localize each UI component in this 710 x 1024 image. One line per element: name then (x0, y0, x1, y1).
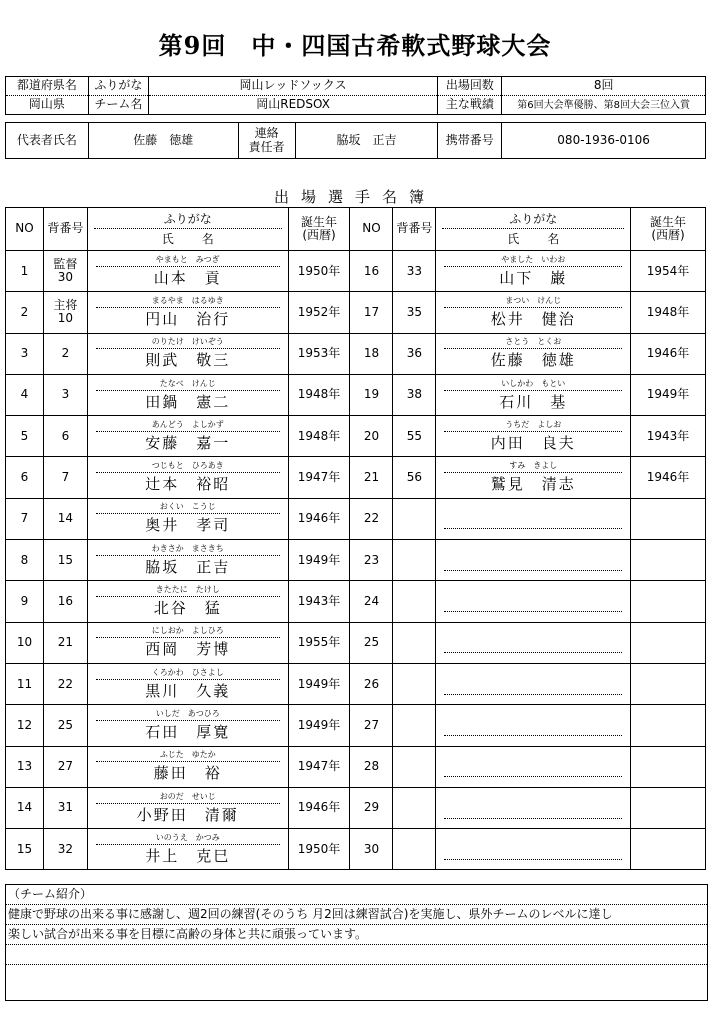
player-blank-line (444, 715, 622, 736)
player-uniform-cell (393, 292, 436, 333)
roster-row (6, 829, 706, 870)
player-no: 16 (350, 251, 393, 292)
player-uniform-cell (43, 787, 87, 828)
team-info-table (5, 76, 706, 115)
intro-line-2: 楽しい試合が出来る事を目標に高齢の身体と共に頑張っています。 (6, 925, 707, 945)
player-uniform: 36 (406, 346, 423, 361)
player-uniform: 31 (57, 800, 74, 815)
header-birth-line2: (西暦) (651, 228, 685, 242)
player-name-cell (87, 787, 288, 828)
roster-row (6, 581, 706, 622)
player-name-cell (436, 663, 631, 704)
player-uniform: 14 (57, 511, 74, 526)
player-uniform: 32 (57, 841, 74, 856)
player-no: 3 (6, 333, 44, 374)
player-no: 28 (350, 746, 393, 787)
rep-name: 佐藤 徳雄 (88, 123, 238, 159)
roster-header-row (6, 208, 706, 251)
player-uniform-cell (393, 746, 436, 787)
player-name-cell (87, 705, 288, 746)
contact-label (238, 123, 295, 159)
player-birth: 1948年 (288, 374, 350, 415)
player-name-cell (436, 333, 631, 374)
player-birth: 1952年 (288, 292, 350, 333)
player-uniform: 7 (61, 470, 70, 485)
player-uniform: 16 (57, 593, 74, 608)
player-name: 脇坂 正吉 (145, 557, 231, 576)
player-birth (631, 746, 706, 787)
player-uniform-cell (393, 457, 436, 498)
player-birth (631, 581, 706, 622)
player-furigana: やました いわお (444, 254, 622, 267)
player-no: 4 (6, 374, 44, 415)
player-birth: 1949年 (288, 663, 350, 704)
phone-label: 携帯番号 (438, 123, 502, 159)
player-name-cell (87, 581, 288, 622)
player-birth (631, 663, 706, 704)
player-furigana: おくい こうじ (96, 501, 280, 514)
player-furigana: まるやま はるゆき (96, 295, 280, 308)
player-name: 安藤 嘉一 (145, 433, 231, 452)
player-name-cell (87, 292, 288, 333)
player-name: 石田 厚寛 (145, 722, 231, 741)
player-blank-line (444, 674, 622, 695)
player-furigana: いのうえ かつみ (96, 832, 280, 845)
player-birth: 1949年 (288, 540, 350, 581)
player-no: 12 (6, 705, 44, 746)
roster-row (6, 622, 706, 663)
roster-row (6, 787, 706, 828)
roster-row (6, 705, 706, 746)
player-uniform-cell (43, 292, 87, 333)
record-label: 主な戦績 (438, 96, 502, 115)
player-uniform-cell (393, 333, 436, 374)
header-furigana-label: ふりがな (94, 210, 282, 229)
player-name-cell (87, 333, 288, 374)
player-uniform-cell (393, 663, 436, 704)
rep-label: 代表者氏名 (6, 123, 89, 159)
player-name: 奥井 孝司 (145, 516, 231, 535)
player-uniform-cell (393, 416, 436, 457)
team-introduction (5, 884, 708, 1001)
player-blank-line (444, 508, 622, 529)
player-birth: 1946年 (288, 787, 350, 828)
contact-label-line2: 責任者 (248, 139, 285, 154)
player-name-cell (87, 374, 288, 415)
roster-row (6, 374, 706, 415)
page-title: 第9回 中・四国古希軟式野球大会 (158, 31, 552, 60)
player-birth: 1954年 (631, 251, 706, 292)
player-furigana: あんどう よしかず (96, 419, 280, 432)
header-birth (288, 208, 350, 251)
player-furigana: わきさか まさきち (96, 543, 280, 556)
player-no: 24 (350, 581, 393, 622)
player-birth (631, 540, 706, 581)
player-uniform-cell (393, 540, 436, 581)
player-birth (631, 498, 706, 539)
roster-row (6, 292, 706, 333)
player-uniform: 56 (406, 470, 423, 485)
player-uniform: 27 (57, 759, 74, 774)
player-name-cell (87, 663, 288, 704)
player-uniform-cell (393, 705, 436, 746)
pref-value: 岡山県 (6, 96, 89, 115)
player-blank-line (444, 632, 622, 653)
player-uniform: 35 (406, 304, 423, 319)
player-no: 19 (350, 374, 393, 415)
roster-row (6, 540, 706, 581)
player-no: 13 (6, 746, 44, 787)
roster-table (5, 207, 706, 870)
player-uniform-cell (43, 581, 87, 622)
player-name-cell (87, 746, 288, 787)
header-name-label: 氏名 (161, 231, 242, 246)
player-birth: 1947年 (288, 457, 350, 498)
player-furigana: くろかわ ひさよし (96, 667, 280, 680)
player-no: 29 (350, 787, 393, 828)
intro-label: （チーム紹介） (6, 885, 707, 905)
player-name-cell (436, 457, 631, 498)
header-birth-line2: (西暦) (302, 228, 336, 242)
player-name-cell (87, 457, 288, 498)
player-furigana: いしだ あつひろ (96, 708, 280, 721)
player-no: 7 (6, 498, 44, 539)
player-uniform: 55 (406, 428, 423, 443)
player-uniform: 6 (61, 428, 70, 443)
player-name-cell (87, 416, 288, 457)
player-name-cell (436, 540, 631, 581)
roster-row (6, 498, 706, 539)
player-no: 18 (350, 333, 393, 374)
player-no: 25 (350, 622, 393, 663)
header-birth-line1: 誕生年 (301, 214, 338, 229)
player-name: 山下 巌 (499, 268, 568, 287)
player-no: 5 (6, 416, 44, 457)
player-no: 14 (6, 787, 44, 828)
player-name: 辻本 裕昭 (145, 475, 231, 494)
player-uniform-cell (43, 457, 87, 498)
player-uniform-cell (393, 829, 436, 870)
player-birth: 1943年 (288, 581, 350, 622)
player-birth: 1950年 (288, 829, 350, 870)
player-uniform-cell (43, 705, 87, 746)
player-name-cell (436, 787, 631, 828)
player-uniform: 25 (57, 717, 74, 732)
header-no: NO (350, 208, 393, 251)
player-name: 円山 治行 (145, 309, 231, 328)
player-name: 内田 良夫 (490, 433, 576, 452)
player-uniform-cell (43, 416, 87, 457)
player-uniform-cell (393, 251, 436, 292)
player-name: 西岡 芳博 (145, 640, 231, 659)
player-name-cell (436, 416, 631, 457)
player-uniform: 30 (57, 270, 74, 285)
player-blank-line (444, 756, 622, 777)
player-birth: 1943年 (631, 416, 706, 457)
player-uniform: 22 (57, 676, 74, 691)
player-no: 20 (350, 416, 393, 457)
player-uniform: 33 (406, 263, 423, 278)
player-name-cell (436, 374, 631, 415)
player-name: 北谷 猛 (153, 599, 222, 618)
intro-blank-line (6, 945, 707, 965)
player-name: 則武 敬三 (145, 351, 231, 370)
player-name-cell (87, 622, 288, 663)
player-no: 11 (6, 663, 44, 704)
player-birth: 1949年 (288, 705, 350, 746)
player-furigana: きたたに たけし (96, 584, 280, 597)
player-uniform-cell (43, 746, 87, 787)
header-name-label: 氏名 (507, 231, 588, 246)
player-uniform-cell (43, 333, 87, 374)
player-blank-line (444, 798, 622, 819)
player-furigana: さとう とくお (444, 336, 622, 349)
team-name: 岡山REDSOX (148, 96, 438, 115)
player-furigana: つじもと ひろあき (96, 460, 280, 473)
player-furigana: まつい けんじ (444, 295, 622, 308)
roster-row (6, 251, 706, 292)
player-uniform-cell (43, 622, 87, 663)
player-no: 10 (6, 622, 44, 663)
player-furigana: にしおか よしひろ (96, 625, 280, 638)
team-label: チーム名 (88, 96, 148, 115)
player-uniform-cell (393, 498, 436, 539)
player-blank-line (444, 591, 622, 612)
player-no: 23 (350, 540, 393, 581)
player-no: 6 (6, 457, 44, 498)
player-no: 22 (350, 498, 393, 539)
roster-row (6, 663, 706, 704)
player-uniform-cell (43, 374, 87, 415)
player-uniform-cell (43, 829, 87, 870)
player-no: 9 (6, 581, 44, 622)
contact-label-line1: 連絡 (254, 126, 279, 141)
header-uniform: 背番号 (393, 208, 436, 251)
player-name: 鷲見 清志 (490, 475, 576, 494)
appearances-label: 出場回数 (438, 77, 502, 96)
player-name-cell (87, 540, 288, 581)
player-no: 26 (350, 663, 393, 704)
player-uniform: 21 (57, 635, 74, 650)
player-name: 松井 健治 (490, 309, 576, 328)
player-no: 8 (6, 540, 44, 581)
player-uniform: 10 (57, 311, 74, 326)
header-name (436, 208, 631, 251)
player-birth (631, 705, 706, 746)
player-furigana: おのだ せいじ (96, 791, 280, 804)
player-name: 田鍋 憲二 (145, 392, 231, 411)
phone-value: 080-1936-0106 (502, 123, 706, 159)
player-birth: 1946年 (631, 333, 706, 374)
roster-title: 出場選手名簿 (273, 188, 436, 206)
player-birth: 1950年 (288, 251, 350, 292)
player-uniform: 38 (406, 387, 423, 402)
player-furigana: のりたけ けいぞう (96, 336, 280, 349)
player-name-cell (436, 746, 631, 787)
player-no: 2 (6, 292, 44, 333)
roster-row (6, 333, 706, 374)
player-uniform-cell (393, 787, 436, 828)
player-uniform-cell (43, 498, 87, 539)
player-no: 30 (350, 829, 393, 870)
header-birth (631, 208, 706, 251)
player-birth: 1948年 (631, 292, 706, 333)
roster-row (6, 457, 706, 498)
player-furigana: やまもと みつぎ (96, 254, 280, 267)
player-furigana: すみ きよし (444, 460, 622, 473)
player-birth (631, 622, 706, 663)
player-uniform-cell (43, 663, 87, 704)
player-role: 主将 (53, 298, 78, 313)
roster-row (6, 746, 706, 787)
player-name-cell (436, 498, 631, 539)
player-name-cell (87, 498, 288, 539)
player-name: 井上 克巳 (145, 846, 231, 865)
player-name-cell (436, 581, 631, 622)
player-no: 17 (350, 292, 393, 333)
player-name: 佐藤 徳雄 (490, 351, 576, 370)
player-role: 監督 (53, 256, 78, 271)
player-furigana: いしかわ もとい (444, 378, 622, 391)
player-birth: 1946年 (631, 457, 706, 498)
player-blank-line (444, 839, 622, 860)
player-birth: 1947年 (288, 746, 350, 787)
player-uniform-cell (43, 251, 87, 292)
header-no: NO (6, 208, 44, 251)
player-furigana: たなべ けんじ (96, 378, 280, 391)
player-no: 27 (350, 705, 393, 746)
player-name-cell (436, 829, 631, 870)
pref-label: 都道府県名 (6, 77, 89, 96)
roster-row (6, 416, 706, 457)
header-birth-line1: 誕生年 (650, 214, 687, 229)
player-uniform: 3 (61, 387, 70, 402)
player-blank-line (444, 550, 622, 571)
header-name (87, 208, 288, 251)
player-uniform-cell (393, 622, 436, 663)
player-birth: 1946年 (288, 498, 350, 539)
player-uniform: 15 (57, 552, 74, 567)
player-name: 山本 貢 (153, 268, 222, 287)
player-no: 1 (6, 251, 44, 292)
representative-table (5, 122, 706, 159)
player-no: 21 (350, 457, 393, 498)
intro-line-1: 健康で野球の出来る事に感謝し、週2回の練習(そのうち 月2回は練習試合)を実施し、県外チームのレベルに達し (6, 905, 707, 925)
player-birth: 1949年 (631, 374, 706, 415)
player-name: 小野田 清爾 (136, 805, 239, 824)
record-value: 第6回大会準優勝、第8回大会三位入賞 (502, 96, 706, 115)
player-birth (631, 829, 706, 870)
intro-blank-line (6, 965, 707, 984)
player-name-cell (436, 705, 631, 746)
player-uniform-cell (393, 581, 436, 622)
player-name: 黒川 久義 (145, 681, 231, 700)
player-name: 藤田 裕 (153, 764, 222, 783)
player-name-cell (87, 251, 288, 292)
player-uniform-cell (43, 540, 87, 581)
team-furigana: 岡山レッドソックス (148, 77, 438, 96)
player-name: 石川 基 (499, 392, 568, 411)
furigana-label: ふりがな (88, 77, 148, 96)
player-name-cell (436, 251, 631, 292)
player-birth: 1953年 (288, 333, 350, 374)
player-uniform-cell (393, 374, 436, 415)
player-name-cell (436, 622, 631, 663)
player-birth: 1955年 (288, 622, 350, 663)
player-birth: 1948年 (288, 416, 350, 457)
player-furigana: ふじた ゆたか (96, 749, 280, 762)
player-uniform: 2 (61, 346, 70, 361)
contact-name: 脇坂 正吉 (295, 123, 438, 159)
player-name-cell (436, 292, 631, 333)
header-uniform: 背番号 (43, 208, 87, 251)
player-no: 15 (6, 829, 44, 870)
appearances-value: 8回 (502, 77, 706, 96)
header-furigana-label: ふりがな (442, 210, 624, 229)
player-furigana: うちだ よしお (444, 419, 622, 432)
player-birth (631, 787, 706, 828)
player-name-cell (87, 829, 288, 870)
